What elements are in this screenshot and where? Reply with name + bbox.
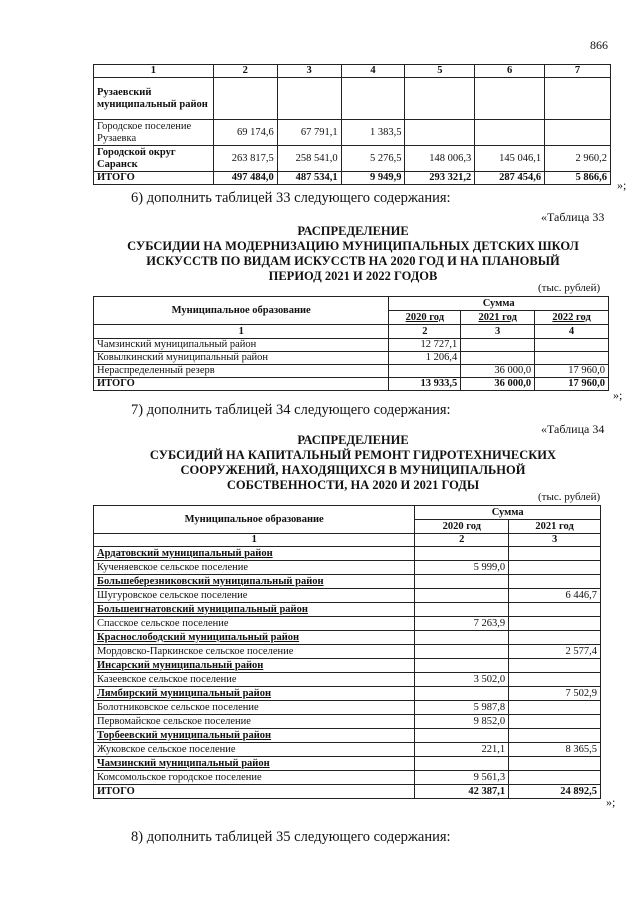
row-label: Первомайское сельское поселение <box>94 715 415 729</box>
row-label: Инсарский муниципальный район <box>94 659 415 673</box>
table-row <box>94 715 601 729</box>
value-cell <box>509 701 601 715</box>
col-number: 2 <box>213 65 277 78</box>
value-cell: 6 446,7 <box>509 589 601 603</box>
value-cell: 263 817,5 <box>213 146 277 172</box>
heading-line: СОБСТВЕННОСТИ, НА 2020 И 2021 ГОДЫ <box>226 478 480 492</box>
value-cell <box>415 687 509 701</box>
table-34-unit: (тыс. рублей) <box>538 491 601 503</box>
year-header: 2021 год <box>461 311 535 325</box>
value-cell: 8 365,5 <box>509 743 601 757</box>
col-number: 6 <box>475 65 545 78</box>
table-row <box>94 339 609 352</box>
value-cell <box>545 78 611 120</box>
value-cell <box>509 603 601 617</box>
year-header: 2020 год <box>389 311 461 325</box>
row-label: Казеевское сельское поселение <box>94 673 415 687</box>
district-row <box>94 575 601 589</box>
value-cell <box>509 631 601 645</box>
row-label: Кученяевское сельское поселение <box>94 561 415 575</box>
district-row <box>94 757 601 771</box>
value-cell: 7 263,9 <box>415 617 509 631</box>
value-cell: 5 999,0 <box>415 561 509 575</box>
row-label: Большеигнатовский муниципальный район <box>94 603 415 617</box>
value-cell <box>405 120 475 146</box>
value-cell: 2 577,4 <box>509 645 601 659</box>
row-label: Лямбирский муниципальный район <box>94 687 415 701</box>
year-header: 2022 год <box>535 311 609 325</box>
row-label: Торбеевский муниципальный район <box>94 729 415 743</box>
heading-line: ПЕРИОД 2021 И 2022 ГОДОВ <box>268 269 438 283</box>
col-number: 1 <box>94 534 415 547</box>
table-33-tail: »; <box>613 388 623 402</box>
row-label: Спасское сельское поселение <box>94 617 415 631</box>
value-cell: 2 960,2 <box>545 146 611 172</box>
col-number: 2 <box>389 325 461 339</box>
row-label: Болотниковское сельское поселение <box>94 701 415 715</box>
year-header: 2021 год <box>509 520 601 534</box>
table-row <box>94 365 609 378</box>
value-cell: 487 534,1 <box>277 172 341 185</box>
value-cell: 5 276,5 <box>341 146 405 172</box>
value-cell <box>535 352 609 365</box>
col-number: 5 <box>405 65 475 78</box>
value-cell: 9 949,9 <box>341 172 405 185</box>
value-cell <box>475 78 545 120</box>
row-label: Городской округ Саранск <box>94 146 214 172</box>
value-cell <box>509 715 601 729</box>
value-cell <box>405 78 475 120</box>
year-header: 2020 год <box>415 520 509 534</box>
value-cell <box>415 603 509 617</box>
value-cell: 148 006,3 <box>405 146 475 172</box>
row-label: Жуковское сельское поселение <box>94 743 415 757</box>
col-number: 3 <box>461 325 535 339</box>
district-row <box>94 547 601 561</box>
para-6: 6) дополнить таблицей 33 следующего содержания: <box>131 190 451 206</box>
table-32-tail: »; <box>617 178 627 192</box>
value-cell <box>509 659 601 673</box>
col-header-mun: Муниципальное образование <box>94 297 389 325</box>
value-cell: 258 541,0 <box>277 146 341 172</box>
value-cell <box>277 78 341 120</box>
value-cell: 497 484,0 <box>213 172 277 185</box>
value-cell: 36 000,0 <box>461 365 535 378</box>
para-8: 8) дополнить таблицей 35 следующего содержания: <box>131 829 451 845</box>
value-cell <box>389 365 461 378</box>
col-header-sum: Сумма <box>415 506 601 520</box>
value-cell: 221,1 <box>415 743 509 757</box>
table-row <box>94 673 601 687</box>
value-cell <box>509 617 601 631</box>
heading-line: РАСПРЕДЕЛЕНИЕ <box>297 433 409 447</box>
value-cell <box>213 78 277 120</box>
row-label: Нераспределенный резерв <box>94 365 389 378</box>
table-row <box>94 743 601 757</box>
value-cell <box>535 339 609 352</box>
col-number: 4 <box>341 65 405 78</box>
col-number: 4 <box>535 325 609 339</box>
table-33-unit: (тыс. рублей) <box>538 282 601 294</box>
district-row <box>94 659 601 673</box>
value-cell <box>509 547 601 561</box>
row-label: Шугуровское сельское поселение <box>94 589 415 603</box>
table-34-tail: »; <box>606 795 616 809</box>
table-34-label: «Таблица 34 <box>541 422 605 436</box>
row-label: Городское поселение Рузаевка <box>94 120 214 146</box>
value-cell <box>475 120 545 146</box>
heading-line: СООРУЖЕНИЙ, НАХОДЯЩИХСЯ В МУНИЦИПАЛЬНОЙ <box>180 463 526 477</box>
value-cell <box>415 645 509 659</box>
value-cell <box>545 120 611 146</box>
table-33-label: «Таблица 33 <box>541 210 605 224</box>
value-cell <box>415 547 509 561</box>
row-label: Комсомольское городское поселение <box>94 771 415 785</box>
table-32 <box>93 64 611 185</box>
value-cell: 67 791,1 <box>277 120 341 146</box>
table-row <box>94 589 601 603</box>
col-header-mun: Муниципальное образование <box>94 506 415 534</box>
value-cell: 5 866,6 <box>545 172 611 185</box>
table-row <box>94 771 601 785</box>
value-cell: 1 383,5 <box>341 120 405 146</box>
value-cell: 17 960,0 <box>535 378 609 391</box>
table-row <box>94 352 609 365</box>
heading-line: СУБСИДИИ НА МОДЕРНИЗАЦИЮ МУНИЦИПАЛЬНЫХ ДЕТСКИХ ШКОЛ <box>127 239 579 253</box>
heading-line: РАСПРЕДЕЛЕНИЕ <box>297 224 409 238</box>
value-cell <box>415 757 509 771</box>
value-cell: 145 046,1 <box>475 146 545 172</box>
col-number: 3 <box>277 65 341 78</box>
district-row <box>94 631 601 645</box>
row-label: ИТОГО <box>94 785 415 799</box>
value-cell <box>509 561 601 575</box>
row-label: ИТОГО <box>94 378 389 391</box>
heading-line: СУБСИДИЙ НА КАПИТАЛЬНЫЙ РЕМОНТ ГИДРОТЕХНИЧЕСКИХ <box>149 448 557 462</box>
value-cell <box>415 575 509 589</box>
table-row <box>94 378 609 391</box>
value-cell <box>509 757 601 771</box>
page-number: 866 <box>590 38 608 52</box>
value-cell <box>509 771 601 785</box>
row-label: Ардатовский муниципальный район <box>94 547 415 561</box>
value-cell <box>341 78 405 120</box>
value-cell <box>461 339 535 352</box>
value-cell: 7 502,9 <box>509 687 601 701</box>
row-label: Краснослободский муниципальный район <box>94 631 415 645</box>
table-row <box>94 146 611 172</box>
table-row <box>94 561 601 575</box>
table-row <box>94 120 611 146</box>
district-row <box>94 603 601 617</box>
table-row <box>94 645 601 659</box>
table-row <box>94 785 601 799</box>
table-34 <box>93 505 601 799</box>
value-cell: 293 321,2 <box>405 172 475 185</box>
row-label: Большеберезниковский муниципальный район <box>94 575 415 589</box>
value-cell <box>415 729 509 743</box>
table-row <box>94 78 611 120</box>
value-cell: 12 727,1 <box>389 339 461 352</box>
table-34-heading <box>93 433 613 493</box>
table-row <box>94 617 601 631</box>
value-cell: 36 000,0 <box>461 378 535 391</box>
col-number: 2 <box>415 534 509 547</box>
table-33-heading <box>93 224 613 284</box>
col-number: 7 <box>545 65 611 78</box>
value-cell: 42 387,1 <box>415 785 509 799</box>
value-cell: 9 561,3 <box>415 771 509 785</box>
table-header-row <box>94 65 611 78</box>
col-number: 1 <box>94 65 214 78</box>
row-label: Чамзинский муниципальный район <box>94 339 389 352</box>
value-cell <box>415 589 509 603</box>
value-cell: 5 987,8 <box>415 701 509 715</box>
row-label: ИТОГО <box>94 172 214 185</box>
table-row <box>94 172 611 185</box>
row-label: Ковылкинский муниципальный район <box>94 352 389 365</box>
para-7: 7) дополнить таблицей 34 следующего содержания: <box>131 402 451 418</box>
value-cell: 17 960,0 <box>535 365 609 378</box>
district-row <box>94 687 601 701</box>
col-number: 3 <box>509 534 601 547</box>
value-cell: 3 502,0 <box>415 673 509 687</box>
value-cell: 1 206,4 <box>389 352 461 365</box>
value-cell <box>509 575 601 589</box>
value-cell <box>415 631 509 645</box>
value-cell <box>415 659 509 673</box>
value-cell: 24 892,5 <box>509 785 601 799</box>
district-row <box>94 729 601 743</box>
value-cell: 69 174,6 <box>213 120 277 146</box>
value-cell: 9 852,0 <box>415 715 509 729</box>
row-label: Чамзинский муниципальный район <box>94 757 415 771</box>
col-header-sum: Сумма <box>389 297 609 311</box>
col-number: 1 <box>94 325 389 339</box>
value-cell <box>509 729 601 743</box>
value-cell: 287 454,6 <box>475 172 545 185</box>
row-label: Рузаевский муниципальный район <box>94 78 214 120</box>
row-label: Мордовско-Паркинское сельское поселение <box>94 645 415 659</box>
value-cell <box>509 673 601 687</box>
heading-line: ИСКУССТВ ПО ВИДАМ ИСКУССТВ НА 2020 ГОД И НА ПЛАНОВЫЙ <box>146 254 560 268</box>
table-row <box>94 701 601 715</box>
value-cell <box>461 352 535 365</box>
value-cell: 13 933,5 <box>389 378 461 391</box>
table-33 <box>93 296 609 391</box>
